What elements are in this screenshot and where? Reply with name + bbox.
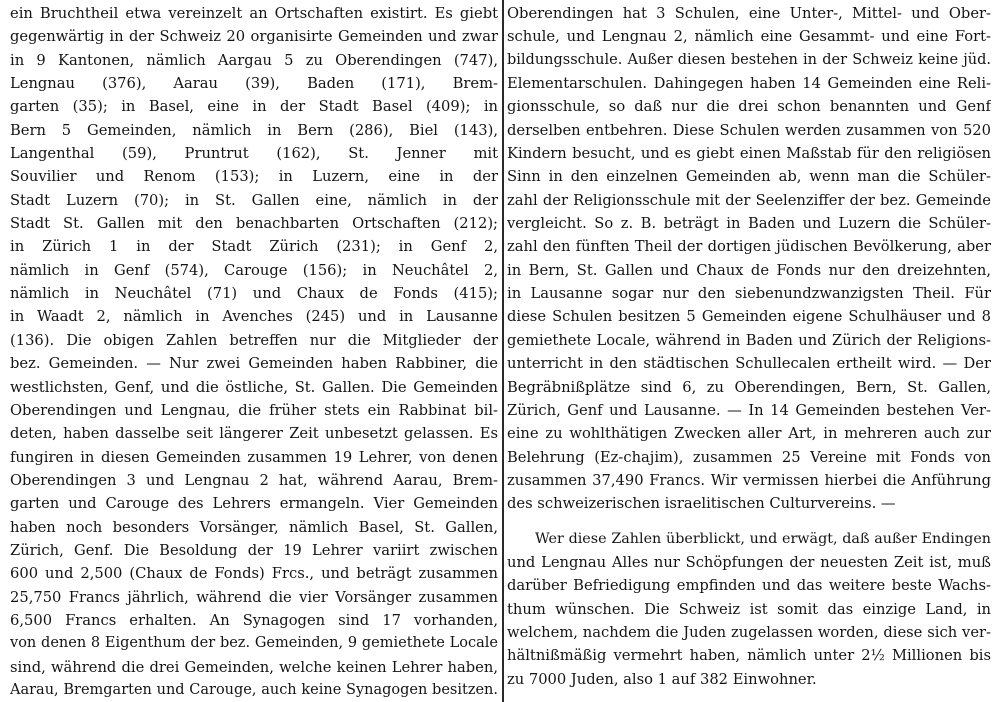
text-line: Oberendingen und Lengnau, die früher stets ein Rabbinat bil- bbox=[10, 401, 498, 419]
text-line: hältnißmäßig vermehrt haben, nämlich unter 2½ Millionen bis bbox=[507, 647, 991, 665]
text-line: welchem, nachdem die Juden zugelassen worden, diese sich ver- bbox=[507, 623, 991, 641]
text-line: bez. Gemeinden. — Nur zwei Gemeinden haben Rabbiner, die bbox=[10, 355, 498, 373]
text-line: nämlich in Genf (574), Carouge (156); in Neuchâtel 2, bbox=[10, 261, 498, 279]
text-line: unterricht in den städtischen Schullecalen ertheilt wird. — Der bbox=[507, 355, 991, 373]
text-line: gemiethete Locale, während in Baden und Zürich der Religions- bbox=[507, 331, 991, 349]
text-line: Stadt St. Gallen mit den benachbarten Ortschaften (212); bbox=[10, 215, 498, 233]
text-line: Elementarschulen. Dahingegen haben 14 Gemeinden eine Reli- bbox=[507, 75, 991, 93]
text-line: gegenwärtig in der Schweiz 20 organisirte Gemeinden und zwar bbox=[10, 28, 498, 46]
right-column bbox=[507, 2, 991, 691]
text-line: schule, und Lengnau 2, nämlich eine Gesammt- und eine Fort- bbox=[507, 28, 991, 46]
text-line: Aarau, Bremgarten und Carouge, auch keine Synagogen besitzen. bbox=[10, 681, 498, 698]
text-line: bildungsschule. Außer diesen bestehen in der Schweiz keine jüd. bbox=[507, 51, 991, 68]
text-line: vergleicht. So z. B. beträgt in Baden und Luzern die Schüler- bbox=[507, 215, 991, 233]
text-line: westlichsten, Genf, und die östliche, St. Gallen. Die Gemeinden bbox=[10, 378, 498, 396]
text-line: zahl den fünften Theil der dortigen jüdischen Bevölkerung, aber bbox=[507, 238, 991, 256]
text-line: ein Bruchtheil etwa vereinzelt an Ortschaften existirt. Es giebt bbox=[10, 5, 498, 22]
text-line: Bern 5 Gemeinden, nämlich in Bern (286), Biel (143), bbox=[10, 121, 498, 139]
text-line: gionsschule, so daß nur die drei schon benannten und Genf bbox=[507, 98, 991, 116]
text-line: in Lausanne sogar nur den siebenundzwanzigsten Theil. Für bbox=[507, 285, 991, 303]
text-line: (136). Die obigen Zahlen betreffen nur die Mitglieder der bbox=[10, 331, 498, 349]
text-line: in Zürich 1 in der Stadt Zürich (231); in Genf 2, bbox=[10, 238, 498, 256]
text-line: des schweizerischen israelitischen Culturvereins. — bbox=[507, 495, 896, 513]
column-divider bbox=[502, 0, 504, 702]
text-line: derselben entbehren. Diese Schulen werden zusammen von 520 bbox=[507, 121, 991, 139]
text-line: Stadt Luzern (70); in St. Gallen eine, nämlich in der bbox=[10, 191, 498, 209]
text-line: garten und Carouge des Lehrers ermangeln. Vier Gemeinden bbox=[10, 495, 498, 513]
text-line: Souvilier und Renom (153); in Luzern, eine in der bbox=[10, 168, 498, 186]
text-line: Zürich, Genf und Lausanne. — In 14 Gemeinden bestehen Ver- bbox=[507, 401, 991, 419]
text-line: eine zu wohlthätigen Zwecken aller Art, in mehreren auch zur bbox=[507, 425, 991, 443]
text-line: in Waadt 2, nämlich in Avenches (245) und in Lausanne bbox=[10, 308, 498, 326]
text-line: Belehrung (Ez-chajim), zusammen 25 Vereine mit Fonds von bbox=[507, 448, 991, 466]
paragraph-schools-associations bbox=[507, 2, 991, 516]
text-line: und Lengnau Alles nur Schöpfungen der neuesten Zeit ist, muß bbox=[507, 553, 991, 571]
paragraph-conclusion bbox=[507, 528, 991, 691]
text-line: deten, haben dasselbe seit längerer Zeit unbesetzt gelassen. Es bbox=[10, 425, 498, 443]
text-line: diese Schulen besitzen 5 Gemeinden eigene Schulhäuser und 8 bbox=[507, 308, 991, 326]
text-line: Lengnau (376), Aarau (39), Baden (171), Brem- bbox=[10, 75, 498, 93]
text-line: thum wünschen. Die Schweiz ist somit das einzige Land, in bbox=[507, 600, 991, 618]
text-line: in 9 Kantonen, nämlich Aargau 5 zu Oberendingen (747), bbox=[10, 51, 498, 69]
text-line: nämlich in Neuchâtel (71) und Chaux de Fonds (415); bbox=[10, 285, 498, 303]
text-line: fungiren in diesen Gemeinden zusammen 19 Lehrer, von denen bbox=[10, 448, 498, 466]
text-line: zahl der Religionsschule mit der Seelenziffer der bez. Gemeinde bbox=[507, 191, 991, 209]
text-line: zu 7000 Juden, also 1 auf 382 Einwohner. bbox=[507, 670, 817, 688]
text-line: Kindern besucht, und es giebt einen Maßstab für den religiösen bbox=[507, 145, 991, 163]
text-line: Wer diese Zahlen überblickt, und erwägt, daß außer Endingen bbox=[535, 530, 991, 547]
text-line: Oberendingen 3 und Lengnau 2 hat, während Aarau, Brem- bbox=[10, 471, 498, 489]
text-line: zusammen 37,490 Francs. Wir vermissen hierbei die Anführung bbox=[507, 471, 991, 489]
text-line: Begräbnißplätze sind 6, zu Oberendingen, Bern, St. Gallen, bbox=[507, 378, 991, 396]
text-line: haben noch besonders Vorsänger, nämlich Basel, St. Gallen, bbox=[10, 518, 498, 536]
text-line: 25,750 Francs jährlich, während die vier Vorsänger zusammen bbox=[10, 588, 498, 606]
text-line: von denen 8 Eigenthum der bez. Gemeinden, 9 gemiethete Locale bbox=[10, 635, 498, 652]
text-line: sind, während die drei Gemeinden, welche keinen Lehrer haben, bbox=[10, 658, 498, 676]
text-line: Langenthal (59), Pruntrut (162), St. Jenner mit bbox=[10, 145, 498, 163]
text-line: Sinn in den einzelnen Gemeinden ab, wenn man die Schüler- bbox=[507, 168, 991, 186]
text-line: Oberendingen hat 3 Schulen, eine Unter-, Mittel- und Ober- bbox=[507, 5, 991, 22]
text-line: 6,500 Francs erhalten. An Synagogen sind 17 vorhanden, bbox=[10, 611, 498, 629]
left-column bbox=[10, 2, 498, 702]
text-line: Zürich, Genf. Die Besoldung der 19 Lehrer variirt zwischen bbox=[10, 541, 498, 559]
text-line: garten (35); in Basel, eine in der Stadt Basel (409); in bbox=[10, 98, 498, 116]
text-line: darüber Befriedigung empfinden und das weitere beste Wachs- bbox=[507, 577, 991, 595]
paragraph-gap bbox=[507, 516, 991, 528]
text-line: in Bern, St. Gallen und Chaux de Fonds nur den dreizehnten, bbox=[507, 261, 991, 279]
text-line: 600 und 2,500 (Chaux de Fonds) Frcs., und beträgt zusammen bbox=[10, 565, 498, 583]
